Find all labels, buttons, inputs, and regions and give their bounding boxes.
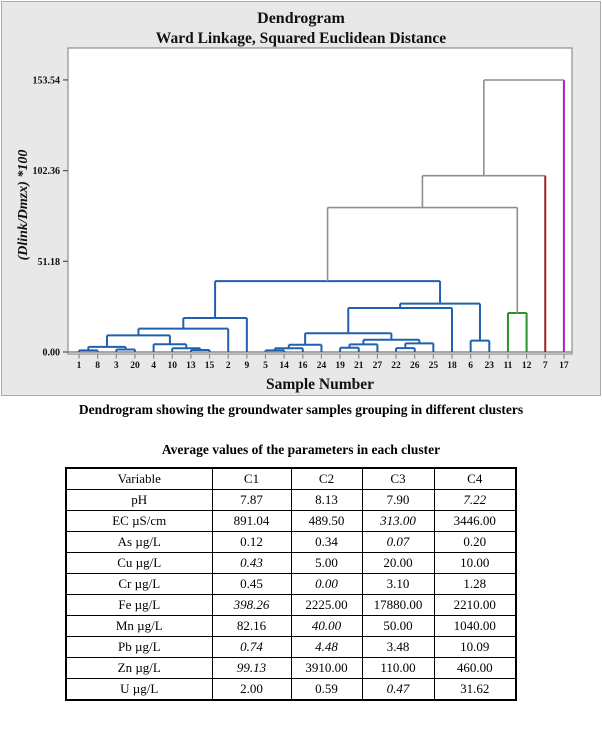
table-row [66,574,516,595]
value-cell: 3910.00 [291,658,362,679]
column-header: Variable [66,468,212,490]
value-cell: 110.00 [362,658,434,679]
value-cell: 7.22 [434,490,516,511]
value-cell: 8.13 [291,490,362,511]
value-cell: 7.87 [212,490,291,511]
value-cell: 313.00 [362,511,434,532]
column-header: C3 [362,468,434,490]
value-cell: 0.34 [291,532,362,553]
column-header: C1 [212,468,291,490]
table-row [66,658,516,679]
table-header-row [66,468,516,490]
table-row [66,616,516,637]
value-cell: 460.00 [434,658,516,679]
sample-label: 4 [151,361,156,371]
value-cell: 2210.00 [434,595,516,616]
value-cell: 891.04 [212,511,291,532]
value-cell: 50.00 [362,616,434,637]
value-cell: 489.50 [291,511,362,532]
value-cell: 20.00 [362,553,434,574]
table-row [66,553,516,574]
plot-area [68,48,572,354]
value-cell: 4.48 [291,637,362,658]
table-row [66,490,516,511]
table-row [66,511,516,532]
value-cell: 1040.00 [434,616,516,637]
value-cell: 5.00 [291,553,362,574]
value-cell: 0.74 [212,637,291,658]
value-cell: 1.28 [434,574,516,595]
sample-label: 18 [447,361,457,371]
value-cell: 17880.00 [362,595,434,616]
value-cell: 7.90 [362,490,434,511]
variable-cell: EC µS/cm [66,511,212,532]
sample-label: 23 [484,361,495,371]
table-row [66,637,516,658]
table-row [66,595,516,616]
sample-label: 16 [298,361,308,371]
sample-label: 22 [391,361,401,371]
sample-label: 26 [409,361,420,371]
value-cell: 10.00 [434,553,516,574]
value-cell: 3.10 [362,574,434,595]
sample-label: 17 [559,361,569,371]
sample-label: 25 [428,361,439,371]
variable-cell: pH [66,490,212,511]
sample-label: 9 [244,361,250,371]
value-cell: 0.07 [362,532,434,553]
variable-cell: Cr µg/L [66,574,212,595]
y-tick-label: 51.18 [37,256,60,268]
sample-label: 1 [76,361,82,371]
value-cell: 0.00 [291,574,362,595]
column-header: C2 [291,468,362,490]
value-cell: 0.43 [212,553,291,574]
sample-label: 19 [335,361,345,371]
figure-caption: Dendrogram showing the groundwater samples grouping in different clusters [78,402,524,417]
variable-cell: As µg/L [66,532,212,553]
sample-label: 8 [95,361,101,371]
value-cell: 0.47 [362,679,434,701]
sample-label: 13 [186,361,196,371]
value-cell: 0.59 [291,679,362,701]
y-tick-label: 102.36 [32,166,60,178]
value-cell: 82.16 [212,616,291,637]
table-body [66,490,516,701]
sample-label: 21 [354,361,364,371]
sample-label: 15 [204,361,215,371]
cluster-averages-table [65,467,517,701]
sample-label: 12 [521,361,532,371]
sample-label: 27 [372,361,383,371]
table-title: Average values of the parameters in each cluster [161,442,441,457]
y-tick-label: 153.54 [32,75,60,87]
sample-label: 6 [468,361,474,371]
table-row [66,532,516,553]
value-cell: 2.00 [212,679,291,701]
y-tick-label: 0.00 [42,347,60,359]
sample-label: 10 [167,361,177,371]
sample-label: 7 [542,361,548,371]
sample-label: 11 [503,361,513,371]
variable-cell: U µg/L [66,679,212,701]
value-cell: 99.13 [212,658,291,679]
sample-label: 14 [279,361,289,371]
variable-cell: Pb µg/L [66,637,212,658]
value-cell: 3446.00 [434,511,516,532]
value-cell: 0.12 [212,532,291,553]
value-cell: 2225.00 [291,595,362,616]
value-cell: 3.48 [362,637,434,658]
table-row [66,679,516,701]
value-cell: 0.20 [434,532,516,553]
x-axis-title: Sample Number [265,376,375,393]
sample-label: 2 [225,361,231,371]
sample-label: 24 [316,361,327,371]
variable-cell: Mn µg/L [66,616,212,637]
value-cell: 398.26 [212,595,291,616]
column-header: C4 [434,468,516,490]
value-cell: 40.00 [291,616,362,637]
sample-label: 3 [113,361,119,371]
variable-cell: Fe µg/L [66,595,212,616]
variable-cell: Cu µg/L [66,553,212,574]
chart-subtitle: Ward Linkage, Squared Euclidean Distance [155,30,447,47]
y-axis-title: (Dlink/Dmzx) *100 [16,149,31,261]
chart-title: Dendrogram [257,10,345,27]
sample-label: 20 [130,361,140,371]
value-cell: 10.09 [434,637,516,658]
variable-cell: Zn µg/L [66,658,212,679]
value-cell: 0.45 [212,574,291,595]
value-cell: 31.62 [434,679,516,701]
sample-label: 5 [263,361,268,371]
